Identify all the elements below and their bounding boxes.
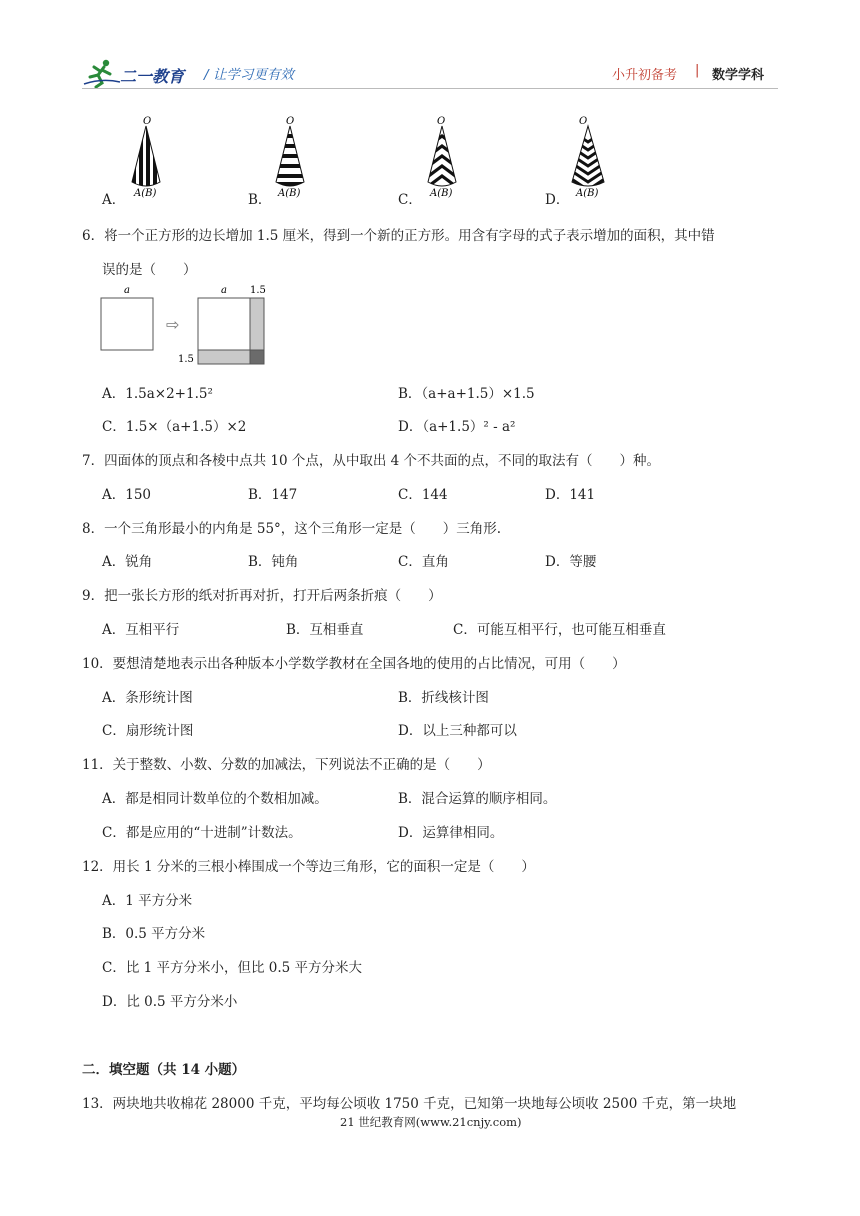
q6-stem-line2: 误的是（ ）: [102, 262, 197, 278]
side-label: a: [124, 285, 130, 296]
base-label: A(B): [134, 188, 157, 198]
q7-option-d: D．141: [545, 487, 596, 503]
q8-option-c: C．直角: [398, 554, 449, 570]
q12-option-a: A．1 平方分米: [102, 893, 193, 909]
q8-option-d: D．等腰: [545, 554, 597, 570]
q10-option-b: B．折线核计图: [398, 690, 489, 706]
square-expansion-figure: [98, 282, 270, 368]
q9-option-a: A．互相平行: [102, 622, 180, 638]
slogan: / 让学习更有效: [204, 67, 294, 83]
q11-option-c: C．都是应用的“十进制”计数法。: [102, 825, 302, 841]
q8-option-b: B．钝角: [248, 554, 299, 570]
q7-option-c: C．144: [398, 487, 448, 503]
q8-option-a: A．锐角: [102, 554, 153, 570]
q10-option-d: D．以上三种都可以: [398, 723, 517, 739]
runner-logo-icon: [82, 58, 122, 88]
q6-stem-line1: 6．将一个正方形的边长增加 1.5 厘米，得到一个新的正方形。用含有字母的式子表示增加的面积，其中错: [82, 228, 715, 244]
header-divider: [82, 88, 778, 89]
cone-chevron-down-figure: [566, 114, 610, 198]
cone-chevron-up-figure: [422, 114, 462, 198]
q12-option-b: B．0.5 平方分米: [102, 926, 206, 942]
base-label: A(B): [576, 188, 599, 198]
vertex-label: O: [437, 116, 446, 127]
cone-horizontal-stripes-figure: [270, 114, 310, 198]
q5-option-c-label: C．: [398, 192, 422, 208]
q11-stem: 11．关于整数、小数、分数的加减法，下列说法不正确的是（ ）: [82, 757, 491, 773]
q6-option-c: C．1.5×（a+1.5）×2: [102, 419, 247, 435]
q8-stem: 8．一个三角形最小的内角是 55°，这个三角形一定是（ ）三角形.: [82, 521, 502, 537]
header-exam-label: 小升初备考: [612, 68, 678, 83]
q6-option-a: A．1.5a×2+1.5²: [102, 386, 213, 402]
base-label: A(B): [278, 188, 301, 198]
cone-vertical-stripes-figure: [126, 114, 166, 198]
q11-option-d: D．运算律相同。: [398, 825, 504, 841]
q9-option-c: C．可能互相平行，也可能互相垂直: [453, 622, 666, 638]
header-separator: |: [695, 63, 700, 78]
logo-text: 二一教育: [120, 67, 185, 86]
vertex-label: O: [579, 116, 588, 127]
q12-option-c: C．比 1 平方分米小，但比 0.5 平方分米大: [102, 960, 363, 976]
q7-stem: 7．四面体的顶点和各棱中点共 10 个点，从中取出 4 个不共面的点，不同的取法有（ ）种。: [82, 453, 661, 469]
q11-option-a: A．都是相同计数单位的个数相加减。: [102, 791, 328, 807]
q10-stem: 10．要想清楚地表示出各种版本小学数学教材在全国各地的使用的占比情况，可用（ ）: [82, 656, 626, 672]
q7-option-b: B．147: [248, 487, 298, 503]
q6-option-b: B．（a+a+1.5）×1.5: [398, 386, 535, 402]
q5-option-b-label: B．: [248, 192, 272, 208]
side-label-2: a: [221, 285, 227, 296]
vertex-label: O: [143, 116, 152, 127]
page-footer: 21 世纪教育网(www.21cnjy.com): [340, 1115, 522, 1129]
increase-label-top: 1.5: [250, 285, 266, 296]
section-title-fill-in: 二．填空题（共 14 小题）: [82, 1062, 246, 1078]
header-subject: 数学学科: [712, 68, 765, 83]
q11-option-b: B．混合运算的顺序相同。: [398, 791, 557, 807]
q13-stem: 13．两块地共收棉花 28000 千克，平均每公顷收 1750 千克，已知第一块地每公顷收 2500 千克，第一块地: [82, 1096, 737, 1112]
increase-label-left: 1.5: [178, 354, 194, 365]
vertex-label: O: [286, 116, 295, 127]
q5-option-a-label: A．: [102, 192, 126, 208]
q12-option-d: D．比 0.5 平方分米小: [102, 994, 238, 1010]
q12-stem: 12．用长 1 分米的三根小棒围成一个等边三角形，它的面积一定是（ ）: [82, 859, 535, 875]
q9-option-b: B．互相垂直: [286, 622, 364, 638]
q9-stem: 9．把一张长方形的纸对折再对折，打开后两条折痕（ ）: [82, 588, 442, 604]
q6-option-d: D．（a+1.5）² - a²: [398, 419, 516, 435]
q10-option-a: A．条形统计图: [102, 690, 193, 706]
q10-option-c: C．扇形统计图: [102, 723, 194, 739]
base-label: A(B): [430, 188, 453, 198]
q5-option-d-label: D．: [545, 192, 570, 208]
arrow-right-icon: ⇨: [166, 315, 180, 334]
q7-option-a: A．150: [102, 487, 152, 503]
